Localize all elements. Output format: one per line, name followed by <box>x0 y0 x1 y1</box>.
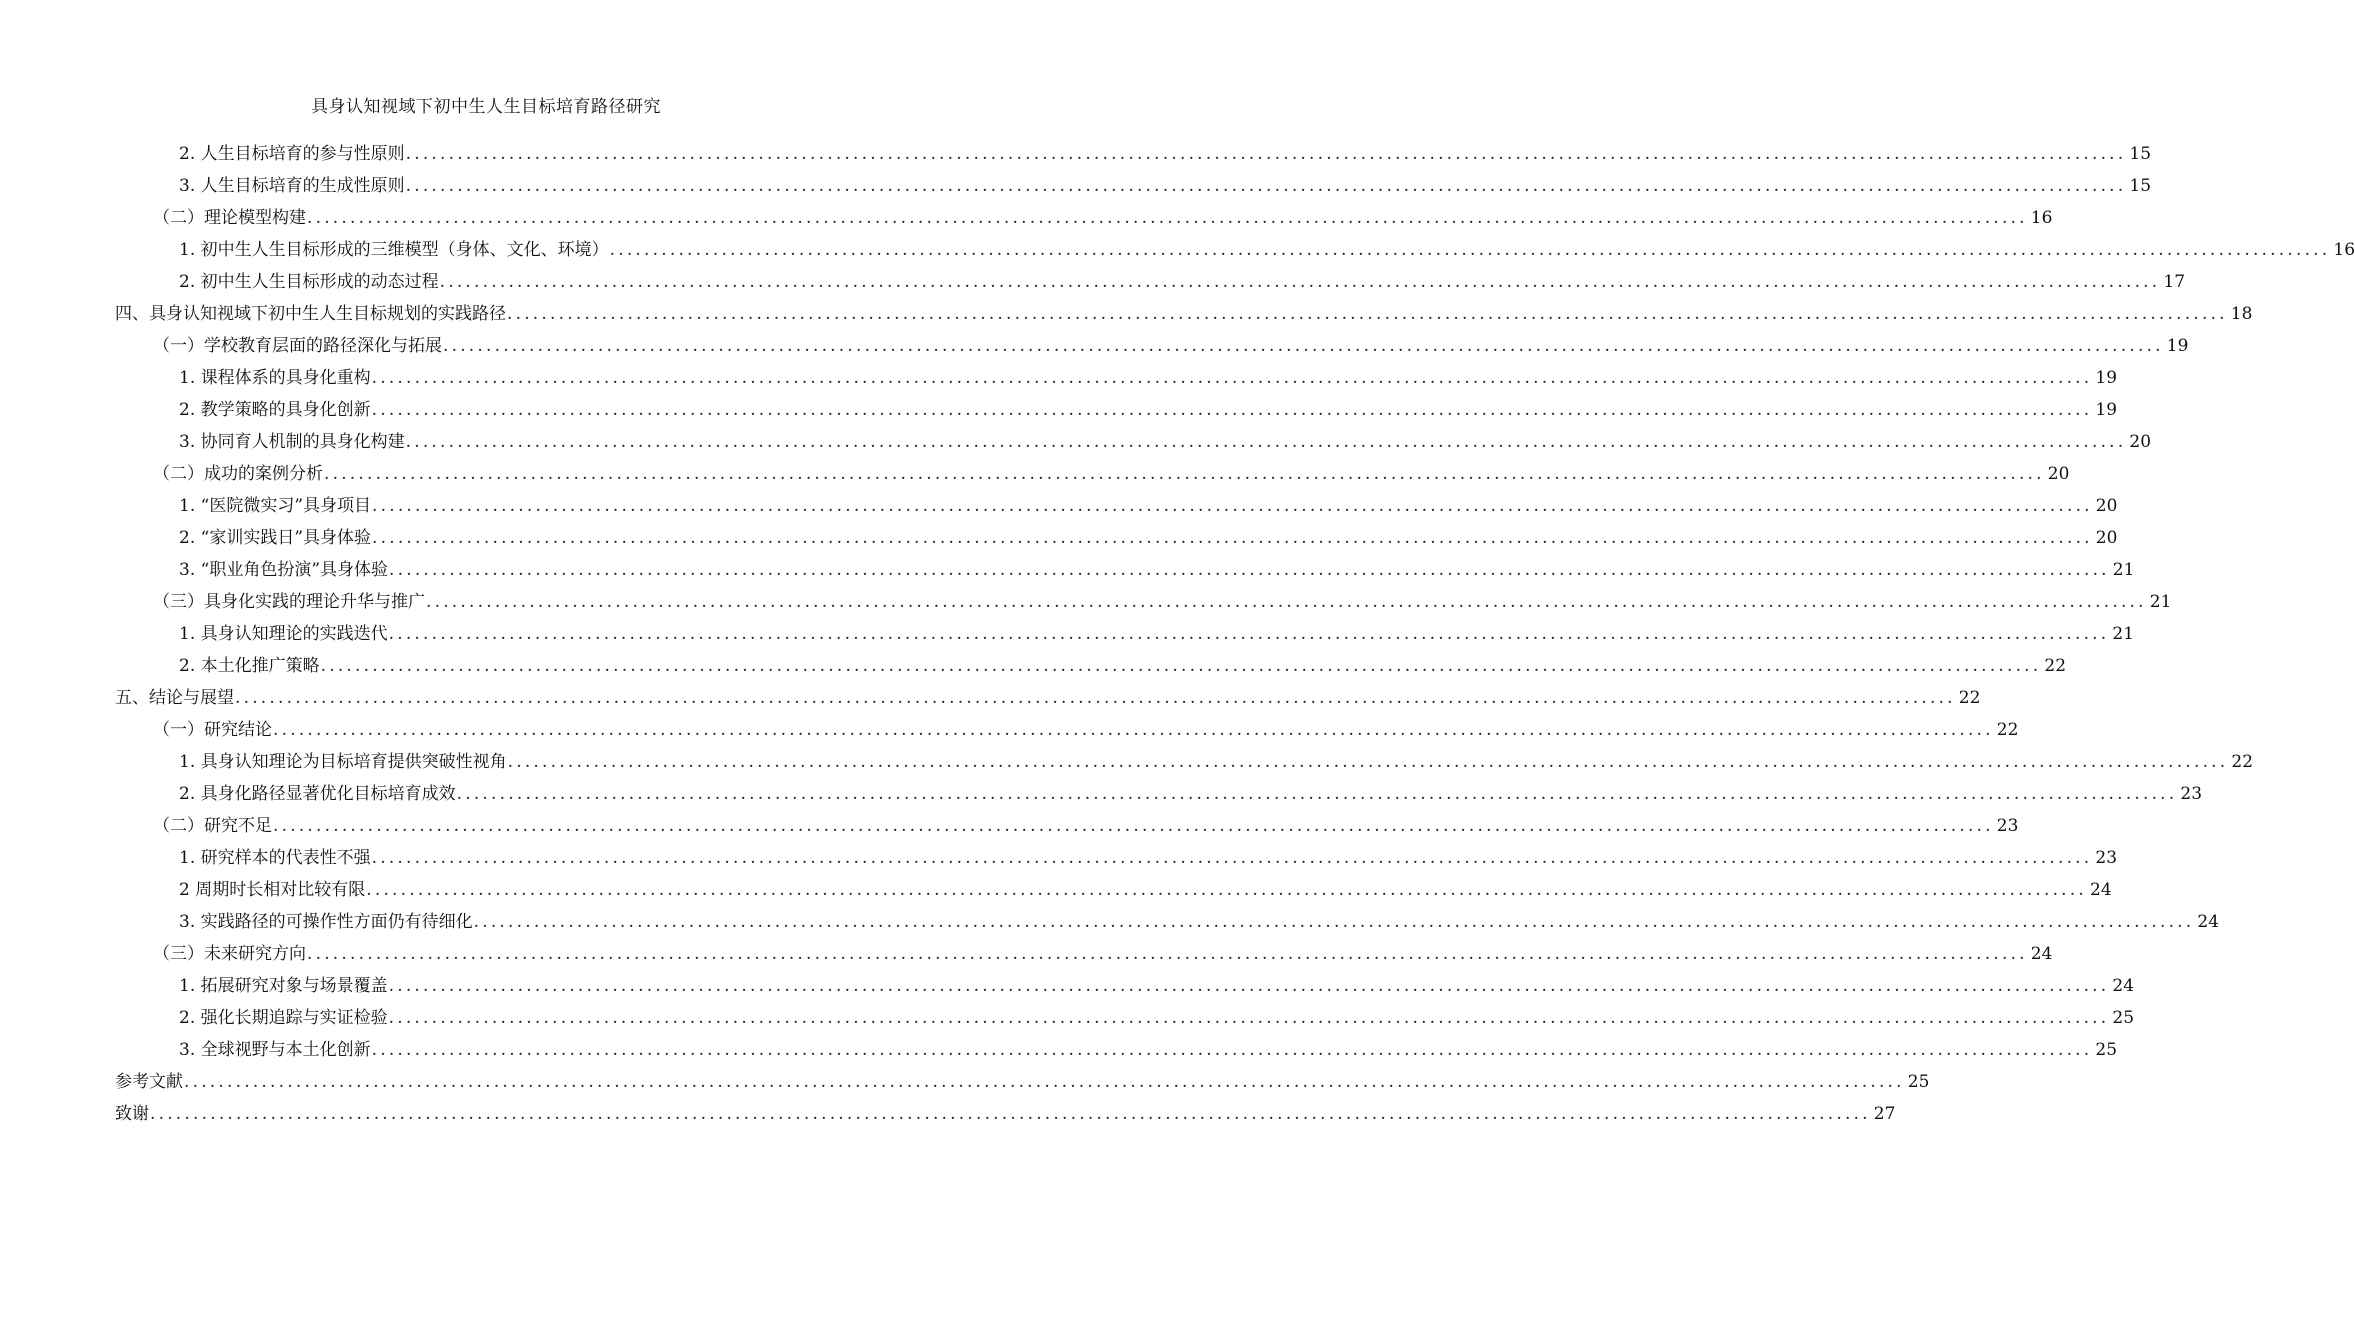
toc-entry-row <box>153 810 2019 842</box>
toc-entry-title: （二）研究不足 <box>153 816 272 836</box>
toc-entry-row <box>179 778 2203 810</box>
toc-entry-title: 五、结论与展望 <box>115 688 234 708</box>
toc-entry-row <box>179 426 2152 458</box>
toc-entry[interactable] <box>115 522 2118 554</box>
toc-entry-page-number: 20 <box>2047 464 2070 484</box>
toc-entry-title: （三）未来研究方向 <box>153 944 306 964</box>
toc-entry-row <box>153 586 2172 618</box>
toc-entry-title: 1. “医院微实习”具身项目 <box>179 496 372 516</box>
toc-entry[interactable] <box>115 1002 2135 1034</box>
toc-entry[interactable] <box>115 906 2220 938</box>
toc-entry-page-number: 24 <box>2197 912 2220 932</box>
toc-dot-leader: ........................................................................................................................................................................................................ <box>235 688 1956 708</box>
toc-entry-title: 2 周期时长相对比较有限 <box>179 880 366 900</box>
toc-entry[interactable] <box>115 586 2172 618</box>
toc-entry[interactable] <box>115 458 2070 490</box>
toc-dot-leader: ........................................................................................................................................................................................................ <box>371 400 2093 420</box>
toc-entry-title: 3. 全球视野与本土化创新 <box>179 1040 371 1060</box>
toc-entry-title: 2. “家训实践日”具身体验 <box>179 528 372 548</box>
toc-entry[interactable] <box>115 170 2152 202</box>
toc-entry-row <box>115 1066 1930 1098</box>
toc-dot-leader: ........................................................................................................................................................................................................ <box>426 592 2147 612</box>
toc-dot-leader: ........................................................................................................................................................................................................ <box>372 496 2093 516</box>
toc-entry-row <box>179 842 2118 874</box>
toc-dot-leader: ........................................................................................................................................................................................................ <box>507 752 2229 772</box>
toc-entry-title: 四、具身认知视域下初中生人生目标规划的实践路径 <box>115 304 506 324</box>
toc-entry[interactable] <box>115 330 2189 362</box>
toc-dot-leader: ........................................................................................................................................................................................................ <box>439 272 2161 292</box>
toc-entry-title: 2. 教学策略的具身化创新 <box>179 400 371 420</box>
toc-entry-row <box>115 682 1981 714</box>
toc-dot-leader: ........................................................................................................................................................................................................ <box>473 912 2195 932</box>
toc-entry-page-number: 22 <box>2044 656 2067 676</box>
toc-entry-row <box>179 490 2118 522</box>
toc-dot-leader: ........................................................................................................................................................................................................ <box>405 432 2127 452</box>
toc-entry-title: （二）理论模型构建 <box>153 208 306 228</box>
toc-entry[interactable] <box>115 682 1981 714</box>
toc-entry-title: 2. 具身化路径显著优化目标培育成效 <box>179 784 456 804</box>
toc-dot-leader: ........................................................................................................................................................................................................ <box>405 144 2127 164</box>
toc-entry-title: 2. 初中生人生目标形成的动态过程 <box>179 272 439 292</box>
toc-entry-row <box>179 906 2220 938</box>
toc-entry-row <box>153 938 2053 970</box>
toc-entry-title: 3. “职业角色扮演”具身体验 <box>179 560 389 580</box>
toc-entry-title: 3. 实践路径的可操作性方面仍有待细化 <box>179 912 473 932</box>
toc-dot-leader: ........................................................................................................................................................................................................ <box>320 656 2042 676</box>
toc-entry-title: 1. 初中生人生目标形成的三维模型（身体、文化、环境） <box>179 240 609 260</box>
toc-entry[interactable] <box>115 746 2254 778</box>
toc-entry-page-number: 19 <box>2095 400 2118 420</box>
toc-entry-page-number: 25 <box>1907 1072 1930 1092</box>
toc-dot-leader: ........................................................................................................................................................................................................ <box>307 208 2028 228</box>
toc-entry-title: （一）研究结论 <box>153 720 272 740</box>
toc-entry-title: （一）学校教育层面的路径深化与拓展 <box>153 336 442 356</box>
toc-entry[interactable] <box>115 938 2053 970</box>
toc-entry[interactable] <box>115 778 2203 810</box>
toc-entry-row <box>115 1098 1896 1130</box>
toc-entry-row <box>179 522 2118 554</box>
toc-entry-page-number: 21 <box>2149 592 2172 612</box>
toc-entry[interactable] <box>115 362 2118 394</box>
toc-entry-page-number: 23 <box>2095 848 2118 868</box>
toc-entry-row <box>115 298 2253 330</box>
toc-dot-leader: ........................................................................................................................................................................................................ <box>388 624 2110 644</box>
toc-entry[interactable] <box>115 618 2135 650</box>
toc-entry-row <box>179 874 2112 906</box>
toc-dot-leader: ........................................................................................................................................................................................................ <box>273 720 1994 740</box>
toc-entry-page-number: 15 <box>2129 144 2152 164</box>
toc-dot-leader: ........................................................................................................................................................................................................ <box>389 560 2110 580</box>
toc-entry-title: 3. 协同育人机制的具身化构建 <box>179 432 405 452</box>
toc-entry-title: 2. 本土化推广策略 <box>179 656 320 676</box>
toc-entry[interactable] <box>115 266 2186 298</box>
toc-dot-leader: ........................................................................................................................................................................................................ <box>324 464 2045 484</box>
toc-entry-row <box>179 394 2118 426</box>
toc-entry[interactable] <box>115 1066 1930 1098</box>
toc-entry-title: 2. 强化长期追踪与实证检验 <box>179 1008 388 1028</box>
toc-dot-leader: ........................................................................................................................................................................................................ <box>150 1104 1871 1124</box>
toc-entry-row <box>179 618 2135 650</box>
toc-dot-leader: ........................................................................................................................................................................................................ <box>307 944 2028 964</box>
toc-entry-row <box>179 650 2067 682</box>
toc-entry-title: 致谢 <box>115 1104 149 1124</box>
toc-entry-row <box>179 266 2186 298</box>
toc-entry[interactable] <box>115 138 2152 170</box>
toc-entry-page-number: 27 <box>1873 1104 1896 1124</box>
toc-dot-leader: ........................................................................................................................................................................................................ <box>388 1008 2110 1028</box>
toc-entry-page-number: 21 <box>2112 624 2135 644</box>
toc-entry-page-number: 21 <box>2112 560 2135 580</box>
toc-entry-page-number: 17 <box>2163 272 2186 292</box>
toc-entry-title: 1. 拓展研究对象与场景覆盖 <box>179 976 388 996</box>
toc-entry[interactable] <box>115 1034 2118 1066</box>
toc-entry-page-number: 25 <box>2095 1040 2118 1060</box>
toc-entry-page-number: 16 <box>2333 240 2355 260</box>
toc-dot-leader: ........................................................................................................................................................................................................ <box>371 1040 2093 1060</box>
toc-dot-leader: ........................................................................................................................................................................................................ <box>371 848 2093 868</box>
toc-entry-row <box>179 554 2135 586</box>
toc-entry[interactable] <box>115 202 2053 234</box>
toc-entry-page-number: 22 <box>1958 688 1981 708</box>
toc-dot-leader: ........................................................................................................................................................................................................ <box>405 176 2127 196</box>
toc-entry-page-number: 25 <box>2112 1008 2135 1028</box>
toc-entry-page-number: 24 <box>2090 880 2112 900</box>
toc-entry-row <box>179 1002 2135 1034</box>
toc-entry-page-number: 20 <box>2095 496 2118 516</box>
toc-dot-leader: ........................................................................................................................................................................................................ <box>609 240 2331 260</box>
toc-entry-row <box>153 202 2053 234</box>
toc-dot-leader: ........................................................................................................................................................................................................ <box>388 976 2110 996</box>
toc-entry-page-number: 22 <box>1996 720 2019 740</box>
toc-entry[interactable] <box>115 810 2019 842</box>
toc-entry-page-number: 23 <box>1996 816 2019 836</box>
toc-entry-page-number: 24 <box>2112 976 2135 996</box>
toc-entry-row <box>179 234 2355 266</box>
toc-entry-title: （三）具身化实践的理论升华与推广 <box>153 592 425 612</box>
toc-entry-row <box>179 138 2152 170</box>
toc-entry-title: 1. 具身认知理论为目标培育提供突破性视角 <box>179 752 507 772</box>
toc-entry-row <box>179 1034 2118 1066</box>
toc-entry[interactable] <box>115 650 2067 682</box>
toc-entry-row <box>179 746 2254 778</box>
toc-entry-page-number: 20 <box>2095 528 2118 548</box>
toc-dot-leader: ........................................................................................................................................................................................................ <box>372 528 2093 548</box>
toc-entry[interactable] <box>115 426 2152 458</box>
toc-entry-row <box>179 170 2152 202</box>
toc-entry-title: 参考文献 <box>115 1072 183 1092</box>
toc-entry[interactable] <box>115 554 2135 586</box>
toc-dot-leader: ........................................................................................................................................................................................................ <box>273 816 1994 836</box>
toc-entry-page-number: 23 <box>2180 784 2203 804</box>
toc-entry[interactable] <box>115 394 2118 426</box>
toc-entry-page-number: 18 <box>2230 304 2253 324</box>
toc-entry-row <box>153 458 2070 490</box>
toc-entry[interactable] <box>115 714 2019 746</box>
toc-entry-page-number: 20 <box>2129 432 2152 452</box>
toc-entry-row <box>153 330 2189 362</box>
toc-entry-page-number: 19 <box>2166 336 2189 356</box>
toc-entry-row <box>179 362 2118 394</box>
toc-entry-title: 2. 人生目标培育的参与性原则 <box>179 144 405 164</box>
table-of-contents <box>115 138 2355 1130</box>
toc-entry-page-number: 22 <box>2231 752 2254 772</box>
toc-entry[interactable] <box>115 490 2118 522</box>
toc-entry-page-number: 19 <box>2095 368 2118 388</box>
toc-entry-title: 1. 研究样本的代表性不强 <box>179 848 371 868</box>
toc-entry[interactable] <box>115 234 2355 266</box>
toc-entry-row <box>179 970 2135 1002</box>
toc-dot-leader: ........................................................................................................................................................................................................ <box>443 336 2164 356</box>
toc-entry[interactable] <box>115 298 2253 330</box>
toc-entry-title: 3. 人生目标培育的生成性原则 <box>179 176 405 196</box>
toc-entry-title: 1. 具身认知理论的实践迭代 <box>179 624 388 644</box>
toc-dot-leader: ........................................................................................................................................................................................................ <box>184 1072 1905 1092</box>
toc-dot-leader: ........................................................................................................................................................................................................ <box>456 784 2178 804</box>
toc-entry-title: 1. 课程体系的具身化重构 <box>179 368 371 388</box>
toc-entry-page-number: 15 <box>2129 176 2152 196</box>
toc-entry[interactable] <box>115 842 2118 874</box>
toc-entry[interactable] <box>115 1098 1896 1130</box>
page-header-title: 具身认知视域下初中生人生目标培育路径研究 <box>311 97 661 117</box>
toc-entry[interactable] <box>115 970 2135 1002</box>
toc-dot-leader: ........................................................................................................................................................................................................ <box>507 304 2228 324</box>
toc-entry-page-number: 24 <box>2030 944 2053 964</box>
toc-entry-page-number: 16 <box>2030 208 2053 228</box>
toc-entry-row <box>153 714 2019 746</box>
toc-entry[interactable] <box>115 874 2112 906</box>
toc-dot-leader: ........................................................................................................................................................................................................ <box>371 368 2093 388</box>
toc-entry-title: （二）成功的案例分析 <box>153 464 323 484</box>
toc-dot-leader: ........................................................................................................................................................................................................ <box>366 880 2087 900</box>
